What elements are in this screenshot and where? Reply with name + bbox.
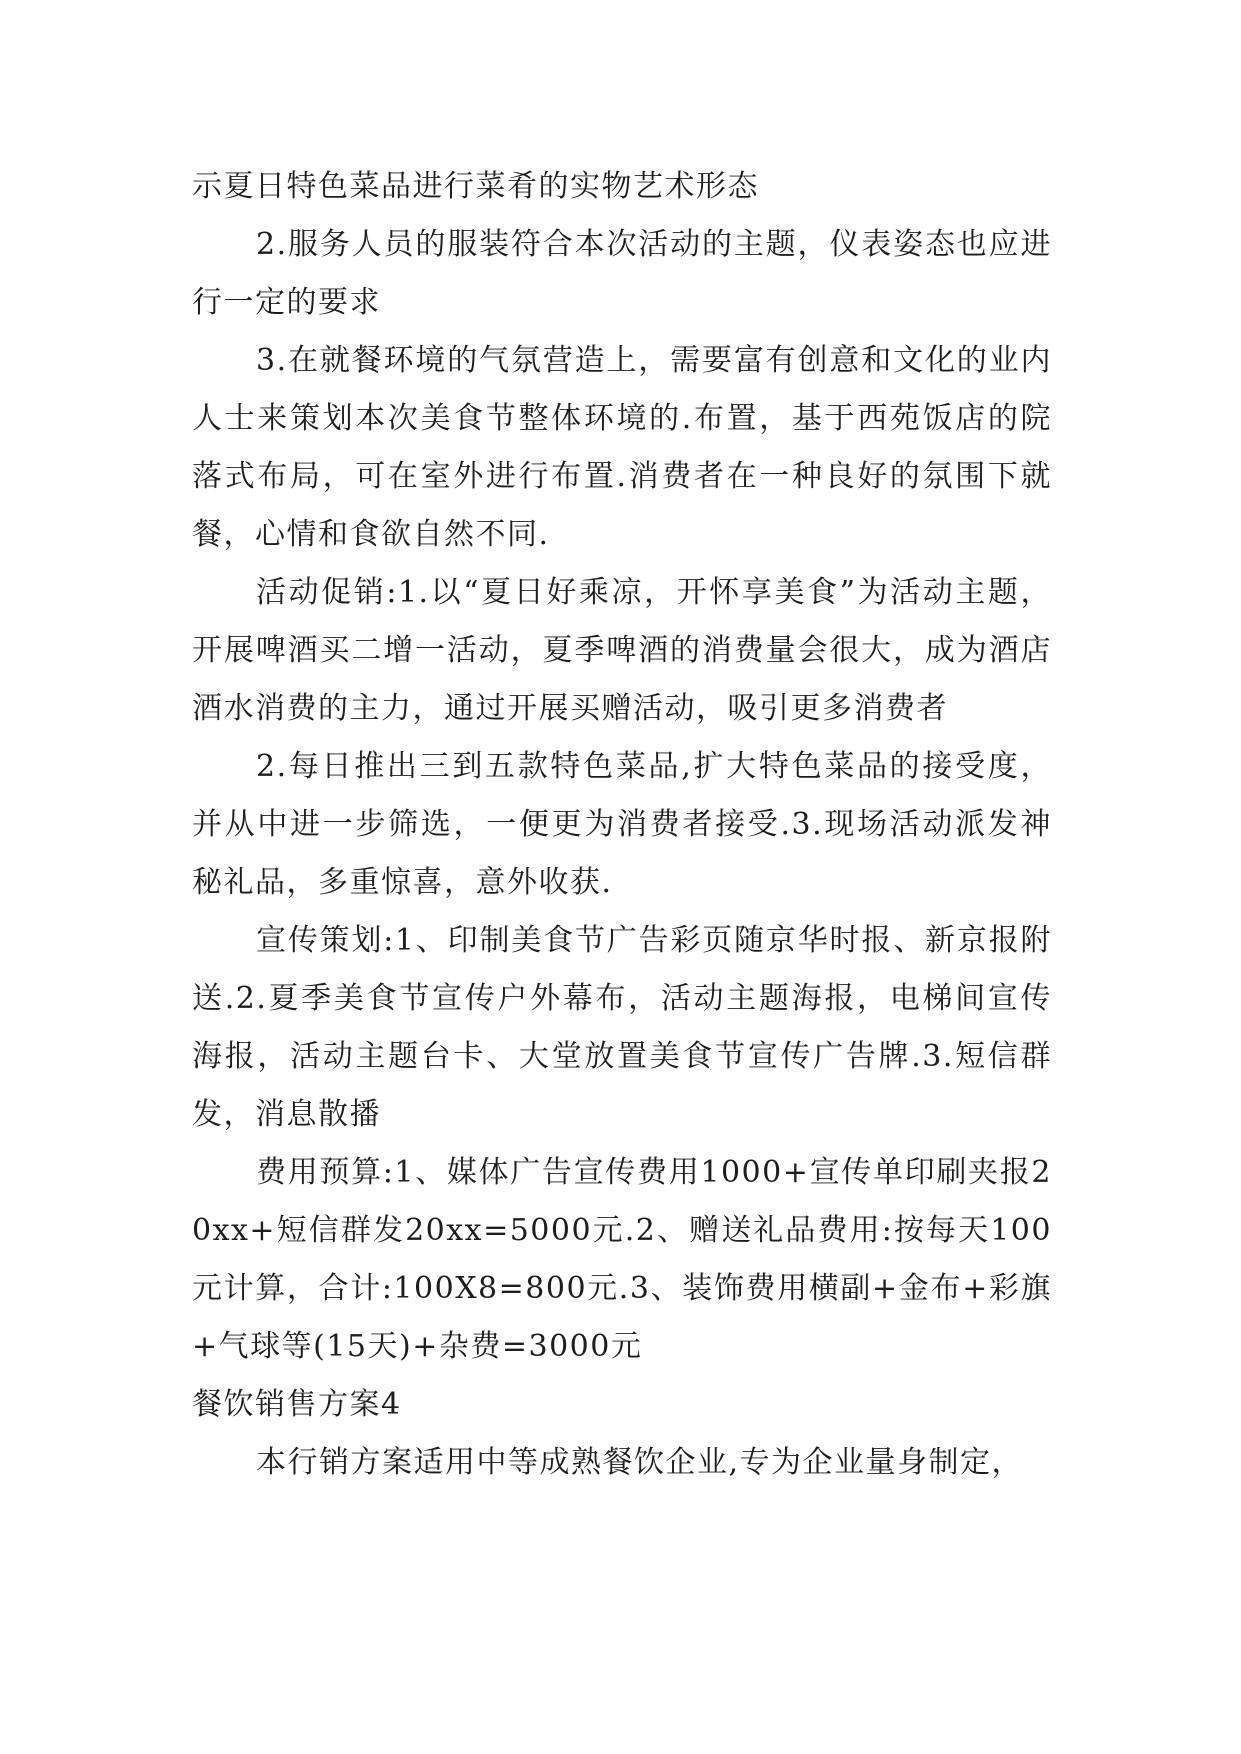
paragraph-budget: 费用预算:1、媒体广告宣传费用1000+宣传单印刷夹报20xx+短信群发20xx=5000元.2、赠送礼品费用:按每天100元计算，合计:100X8=800元.3、装饰费用横副+金布+彩旗+气球等(15天)+杂费=3000元 [192, 1155, 1052, 1364]
paragraph-publicity: 宣传策划:1、印制美食节广告彩页随京华时报、新京报附送.2.夏季美食节宣传户外幕布，活动主题海报，电梯间宣传海报，活动主题台卡、大堂放置美食节宣传广告牌.3.短信群发，消息散播 [192, 923, 1052, 1132]
section-heading: 餐饮销售方案4 [192, 1387, 402, 1422]
paragraph-dining-environment: 3.在就餐环境的气氛营造上，需要富有创意和文化的业内人士来策划本次美食节整体环境的.布置，基于西苑饭店的院落式布局，可在室外进行布置.消费者在一种良好的氛围下就餐，心情和食欲自然不同. [192, 343, 1052, 552]
document-body [192, 158, 1052, 1492]
paragraph-staff-dress: 2.服务人员的服装符合本次活动的主题，仪表姿态也应进行一定的要求 [192, 227, 1052, 320]
paragraph-continuation: 示夏日特色菜品进行菜肴的实物艺术形态 [192, 169, 759, 204]
paragraph-daily-dishes: 2.每日推出三到五款特色菜品,扩大特色菜品的接受度，并从中进一步筛选，一便更为消费者接受.3.现场活动派发神秘礼品，多重惊喜，意外收获. [192, 749, 1052, 900]
paragraph-plan-intro: 本行销方案适用中等成熟餐饮企业,专为企业量身制定， [256, 1445, 1024, 1480]
paragraph-promotion: 活动促销:1.以“夏日好乘凉，开怀享美食”为活动主题，开展啤酒买二增一活动，夏季啤酒的消费量会很大，成为酒店酒水消费的主力，通过开展买赠活动，吸引更多消费者 [192, 575, 1052, 726]
